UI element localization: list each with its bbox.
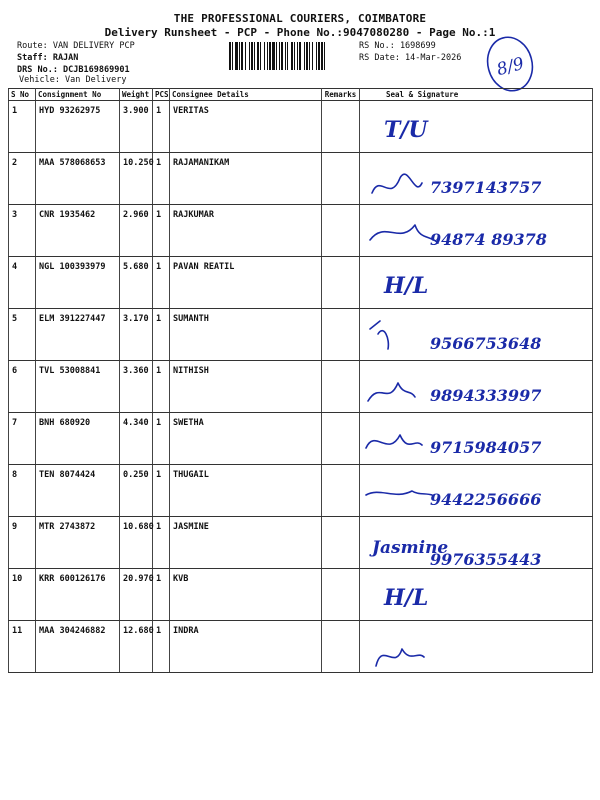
sno-cell: 1 xyxy=(9,101,36,153)
barcode-bar xyxy=(316,42,317,70)
signature-cell xyxy=(360,517,593,569)
barcode-bar xyxy=(269,42,271,70)
barcode-bar xyxy=(251,42,253,70)
barcode-bar xyxy=(279,42,280,70)
signature-cell xyxy=(360,621,593,673)
barcode-bar xyxy=(309,42,310,70)
signature-ink xyxy=(360,309,592,360)
consignee-cell: VERITAS xyxy=(170,101,322,153)
pcs-cell: 1 xyxy=(153,153,170,205)
sno-cell: 8 xyxy=(9,465,36,517)
handwritten-count: 8/9 xyxy=(494,53,527,81)
table-row xyxy=(9,465,593,517)
weight-cell: 4.340 xyxy=(120,413,153,465)
sno-cell: 3 xyxy=(9,205,36,257)
signature-cell xyxy=(360,413,593,465)
consignee-cell: SUMANTH xyxy=(170,309,322,361)
consignee-cell: KVB xyxy=(170,569,322,621)
remarks-cell xyxy=(322,309,360,361)
weight-cell: 20.970 xyxy=(120,569,153,621)
company-title: THE PROFESSIONAL COURIERS, COIMBATORE xyxy=(173,12,427,25)
col-weight: Weight xyxy=(120,89,153,101)
table-row xyxy=(9,101,593,153)
consignment-cell: ELM 391227447 xyxy=(36,309,120,361)
signature-ink xyxy=(360,257,592,308)
signature-ink xyxy=(360,621,592,672)
signature-cell xyxy=(360,153,593,205)
table-row xyxy=(9,205,593,257)
table-row xyxy=(9,309,593,361)
signature-cell xyxy=(360,205,593,257)
remarks-cell xyxy=(322,621,360,673)
handwritten-signature-text: H/L xyxy=(384,273,429,299)
consignment-cell: CNR 1935462 xyxy=(36,205,120,257)
barcode-bar xyxy=(297,42,298,70)
consignee-cell: INDRA xyxy=(170,621,322,673)
barcode-bar xyxy=(249,42,250,70)
barcode-bar xyxy=(235,42,238,70)
barcode-bar xyxy=(294,42,295,70)
handwritten-phone: 94874 89378 xyxy=(430,230,547,249)
sno-cell: 10 xyxy=(9,569,36,621)
signature-scribble xyxy=(370,225,438,243)
barcode xyxy=(229,42,354,70)
remarks-cell xyxy=(322,569,360,621)
barcode-bar xyxy=(241,42,243,70)
col-consignee: Consignee Details xyxy=(170,89,322,101)
barcode-bar xyxy=(287,42,288,70)
consignee-cell: RAJKUMAR xyxy=(170,205,322,257)
pcs-cell: 1 xyxy=(153,205,170,257)
signature-ink xyxy=(360,205,592,256)
weight-cell: 3.170 xyxy=(120,309,153,361)
col-seal-signature: Seal & Signature xyxy=(360,89,593,101)
consignee-cell: THUGAIL xyxy=(170,465,322,517)
route-label: Route: VAN DELIVERY PCP xyxy=(17,41,135,51)
handwritten-phone: 7397143757 xyxy=(430,178,542,197)
handwritten-phone: 9894333997 xyxy=(430,386,542,405)
pcs-cell: 1 xyxy=(153,517,170,569)
signature-cell xyxy=(360,465,593,517)
consignment-cell: NGL 100393979 xyxy=(36,257,120,309)
signature-scribble xyxy=(366,491,432,495)
barcode-bar xyxy=(245,42,246,70)
barcode-bar xyxy=(281,42,283,70)
barcode-bar xyxy=(232,42,233,70)
signature-cell xyxy=(360,257,593,309)
weight-cell: 3.360 xyxy=(120,361,153,413)
barcode-bar xyxy=(306,42,308,70)
vehicle-label: Vehicle: Van Delivery xyxy=(19,75,127,85)
rs-date: RS Date: 14-Mar-2026 xyxy=(359,53,462,63)
consignee-cell: JASMINE xyxy=(170,517,322,569)
consignee-cell: PAVAN REATIL xyxy=(170,257,322,309)
consignment-cell: BNH 680920 xyxy=(36,413,120,465)
barcode-bar xyxy=(318,42,320,70)
staff-label: Staff: RAJAN xyxy=(17,53,79,63)
sno-cell: 6 xyxy=(9,361,36,413)
barcode-bar xyxy=(299,42,301,70)
remarks-cell xyxy=(322,517,360,569)
remarks-cell xyxy=(322,101,360,153)
handwritten-signature-text: Jasmine xyxy=(372,538,449,558)
pcs-cell: 1 xyxy=(153,465,170,517)
remarks-cell xyxy=(322,257,360,309)
consignment-cell: MTR 2743872 xyxy=(36,517,120,569)
barcode-bar xyxy=(254,42,255,70)
signature-ink xyxy=(360,465,592,516)
table-row xyxy=(9,413,593,465)
barcode-bar xyxy=(239,42,240,70)
table-row xyxy=(9,361,593,413)
weight-cell: 10.680 xyxy=(120,517,153,569)
table-row xyxy=(9,621,593,673)
sno-cell: 2 xyxy=(9,153,36,205)
table-row xyxy=(9,257,593,309)
sno-cell: 9 xyxy=(9,517,36,569)
weight-cell: 0.250 xyxy=(120,465,153,517)
runsheet-table xyxy=(8,88,593,673)
remarks-cell xyxy=(322,361,360,413)
pcs-cell: 1 xyxy=(153,569,170,621)
signature-ink xyxy=(360,101,592,152)
barcode-bar xyxy=(264,42,265,70)
barcode-bar xyxy=(272,42,275,70)
signature-cell xyxy=(360,309,593,361)
runsheet-subtitle: Delivery Runsheet - PCP - Phone No.:9047080280 - Page No.:1 xyxy=(104,26,496,39)
sno-cell: 11 xyxy=(9,621,36,673)
pcs-cell: 1 xyxy=(153,621,170,673)
barcode-bar xyxy=(304,42,305,70)
barcode-bar xyxy=(312,42,313,70)
barcode-bar xyxy=(276,42,277,70)
remarks-cell xyxy=(322,413,360,465)
consignee-cell: NITHISH xyxy=(170,361,322,413)
weight-cell: 3.900 xyxy=(120,101,153,153)
col-remarks: Remarks xyxy=(322,89,360,101)
rs-number: RS No.: 1698699 xyxy=(359,41,436,51)
signature-scribble xyxy=(370,321,388,349)
signature-scribble xyxy=(372,174,422,193)
col-sno: S No xyxy=(9,89,36,101)
barcode-bar xyxy=(291,42,293,70)
barcode-bar xyxy=(229,42,231,70)
barcode-bar xyxy=(285,42,286,70)
handwritten-phone: 9566753648 xyxy=(430,334,542,353)
weight-cell: 12.680 xyxy=(120,621,153,673)
signature-ink xyxy=(360,517,592,568)
remarks-cell xyxy=(322,153,360,205)
signature-ink xyxy=(360,569,592,620)
consignment-cell: MAA 304246882 xyxy=(36,621,120,673)
barcode-bar xyxy=(267,42,268,70)
weight-cell: 2.960 xyxy=(120,205,153,257)
handwritten-phone: 9976355443 xyxy=(430,550,542,569)
col-pcs: PCS xyxy=(153,89,170,101)
signature-scribble xyxy=(366,435,422,448)
drs-number: DRS No.: DCJB169869901 xyxy=(17,65,130,75)
signature-ink xyxy=(360,361,592,412)
handwritten-phone: 9442256666 xyxy=(430,490,542,509)
consignee-cell: SWETHA xyxy=(170,413,322,465)
signature-cell xyxy=(360,361,593,413)
weight-cell: 5.680 xyxy=(120,257,153,309)
table-header xyxy=(9,89,593,101)
handwritten-phone: 9715984057 xyxy=(430,438,542,457)
pcs-cell: 1 xyxy=(153,361,170,413)
pcs-cell: 1 xyxy=(153,413,170,465)
signature-scribble xyxy=(368,383,415,401)
table-row xyxy=(9,517,593,569)
remarks-cell xyxy=(322,205,360,257)
col-consignment: Consignment No xyxy=(36,89,120,101)
barcode-bar xyxy=(257,42,259,70)
consignment-cell: TEN 8074424 xyxy=(36,465,120,517)
consignment-cell: KRR 600126176 xyxy=(36,569,120,621)
signature-cell xyxy=(360,569,593,621)
consignment-cell: HYD 93262975 xyxy=(36,101,120,153)
barcode-bar xyxy=(324,42,325,70)
signature-cell xyxy=(360,101,593,153)
weight-cell: 10.250 xyxy=(120,153,153,205)
signature-ink xyxy=(360,153,592,204)
pcs-cell: 1 xyxy=(153,101,170,153)
consignment-cell: MAA 578068653 xyxy=(36,153,120,205)
pcs-cell: 1 xyxy=(153,309,170,361)
barcode-bar xyxy=(260,42,261,70)
table-row xyxy=(9,153,593,205)
pcs-cell: 1 xyxy=(153,257,170,309)
signature-scribble xyxy=(376,649,424,666)
sno-cell: 5 xyxy=(9,309,36,361)
handwritten-signature-text: H/L xyxy=(384,585,429,611)
signature-ink xyxy=(360,413,592,464)
barcode-bar xyxy=(321,42,323,70)
consignment-cell: TVL 53008841 xyxy=(36,361,120,413)
consignee-cell: RAJAMANIKAM xyxy=(170,153,322,205)
sno-cell: 4 xyxy=(9,257,36,309)
handwritten-signature-text: T/U xyxy=(384,117,428,143)
remarks-cell xyxy=(322,465,360,517)
table-row xyxy=(9,569,593,621)
sno-cell: 7 xyxy=(9,413,36,465)
